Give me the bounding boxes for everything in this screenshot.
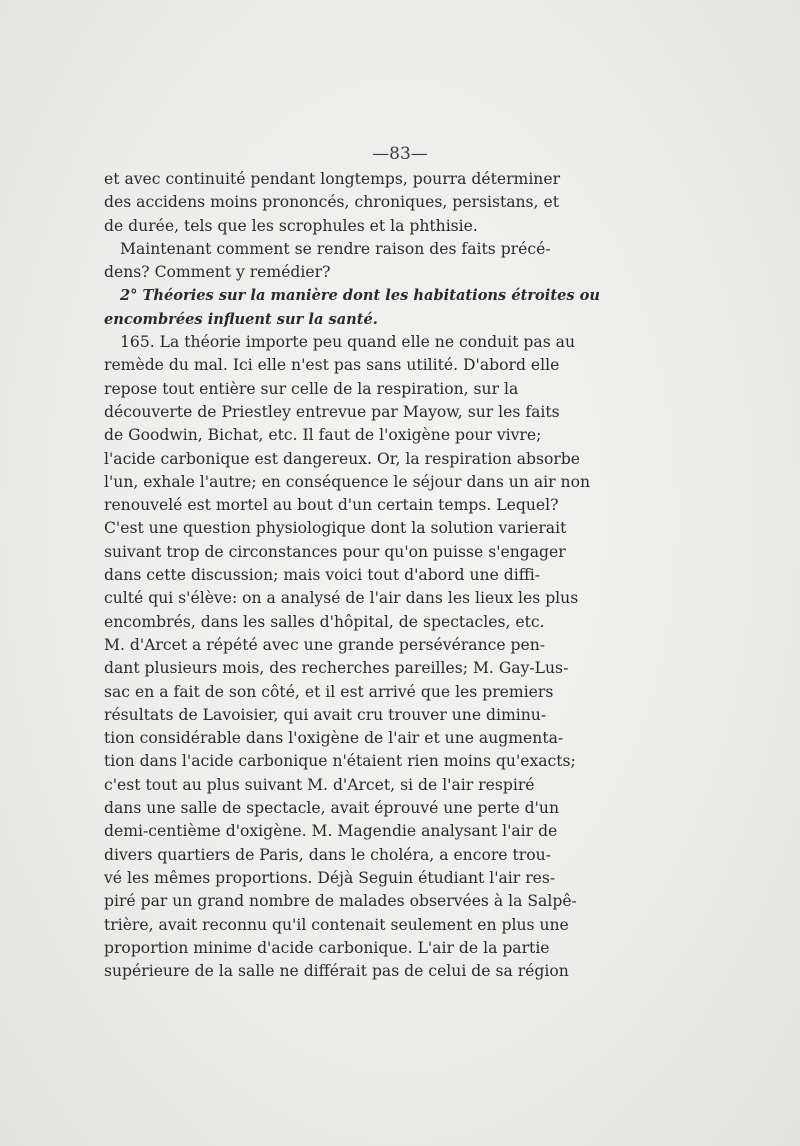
text-line: trière, avait reconnu qu'il contenait seulement en plus une (104, 915, 569, 934)
text-line: tion dans l'acide carbonique n'étaient rien moins qu'exacts; (104, 752, 576, 771)
text-line: dens? Comment y remédier? (104, 263, 331, 282)
text-line: tion considérable dans l'oxigène de l'air et une augmenta- (104, 729, 564, 748)
text-line: demi-centième d'oxigène. M. Magendie analysant l'air de (104, 822, 558, 841)
text-line: proportion minime d'acide carbonique. L'air de la partie (104, 938, 550, 957)
section-heading: encombrées influent sur la santé. (104, 310, 378, 328)
text-line: découverte de Priestley entrevue par Mayow, sur les faits (104, 402, 560, 421)
text-line: repose tout entière sur celle de la respiration, sur la (104, 379, 519, 398)
text-line: de Goodwin, Bichat, etc. Il faut de l'oxigène pour vivre; (104, 426, 542, 445)
text-line: encombrés, dans les salles d'hôpital, de spectacles, etc. (104, 612, 545, 631)
text-line: suivant trop de circonstances pour qu'on puisse s'engager (104, 542, 566, 561)
text-line: dans cette discussion; mais voici tout d'abord une diffi- (104, 566, 541, 585)
text-line: divers quartiers de Paris, dans le choléra, a encore trou- (104, 845, 551, 864)
text-line: Maintenant comment se rendre raison des faits précé- (120, 239, 551, 258)
text-line: résultats de Lavoisier, qui avait cru trouver une diminu- (104, 705, 547, 724)
text-line: l'un, exhale l'autre; en conséquence le séjour dans un air non (104, 472, 590, 491)
text-line: M. d'Arcet a répété avec une grande persévérance pen- (104, 635, 546, 654)
text-line: dant plusieurs mois, des recherches pareilles; M. Gay-Lus- (104, 659, 569, 678)
text-line: de durée, tels que les scrophules et la phthisie. (104, 216, 478, 235)
text-line: piré par un grand nombre de malades observées à la Salpê- (104, 892, 577, 911)
text-line: supérieure de la salle ne différait pas de celui de sa région (104, 962, 569, 981)
text-line: des accidens moins prononcés, chroniques, persistans, et (104, 193, 559, 212)
body-text (104, 168, 600, 983)
text-line: culté qui s'élève: on a analysé de l'air dans les lieux les plus (104, 589, 579, 608)
text-line: 165. La théorie importe peu quand elle ne conduit pas au (120, 333, 575, 352)
text-line: sac en a fait de son côté, et il est arrivé que les premiers (104, 682, 554, 701)
text-line: C'est une question physiologique dont la solution varierait (104, 519, 567, 538)
text-line: renouvelé est mortel au bout d'un certain temps. Lequel? (104, 496, 559, 515)
text-line: et avec continuité pendant longtemps, pourra déterminer (104, 170, 561, 188)
text-line: c'est tout au plus suivant M. d'Arcet, si de l'air respiré (104, 775, 535, 794)
text-line: vé les mêmes proportions. Déjà Seguin étudiant l'air res- (104, 868, 556, 887)
text-line: l'acide carbonique est dangereux. Or, la respiration absorbe (104, 449, 581, 468)
text-line: dans une salle de spectacle, avait éprouvé une perte d'un (104, 799, 559, 818)
page-number: —83— (372, 144, 428, 164)
section-heading: 2° Théories sur la manière dont les habitations étroites ou (120, 287, 600, 305)
text-line: remède du mal. Ici elle n'est pas sans utilité. D'abord elle (104, 356, 560, 375)
